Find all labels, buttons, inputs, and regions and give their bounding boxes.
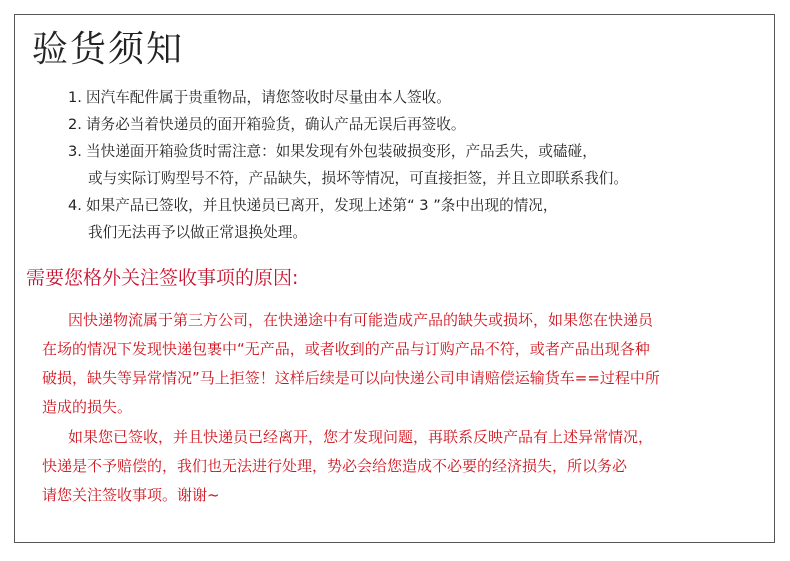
page-title: 验货须知 — [32, 29, 185, 70]
rule-item-3 — [68, 138, 628, 192]
paragraph-line: 请您关注签收事项。谢谢~ — [42, 486, 220, 504]
rule-text: 因汽车配件属于贵重物品，请您签收时尽量由本人签收。 — [86, 89, 451, 106]
rule-number: 4. — [68, 197, 82, 214]
reason-paragraph-2 — [42, 423, 653, 510]
rule-text-continued: 我们无法再予以做正常退换处理。 — [88, 224, 307, 241]
paragraph-line: 快递是不予赔偿的，我们也无法进行处理，势必会给您造成不必要的经济损失，所以务必 — [42, 457, 628, 475]
paragraph-line: 如果您已签收，并且快递员已经离开，您才发现问题，再联系反映产品有上述异常情况， — [68, 428, 654, 446]
rule-number: 1. — [68, 89, 82, 106]
rule-item-2 — [68, 111, 628, 138]
reason-paragraph-1 — [42, 306, 660, 422]
paragraph-line: 在场的情况下发现快递包裹中“无产品，或者收到的产品与订购产品不符，或者产品出现各种 — [42, 340, 650, 358]
rule-text: 当快递面开箱验货时需注意：如果发现有外包装破损变形，产品丢失，或磕碰， — [86, 143, 597, 160]
paragraph-line: 造成的损失。 — [42, 398, 133, 416]
rule-item-4 — [68, 192, 628, 246]
paragraph-line: 因快递物流属于第三方公司，在快递途中有可能造成产品的缺失或损坏，如果您在快递员 — [68, 311, 654, 329]
rule-number: 3. — [68, 143, 82, 160]
reasons-heading: 需要您格外关注签收事项的原因: — [26, 267, 299, 289]
rule-text-continued: 或与实际订购型号不符，产品缺失，损坏等情况，可直接拒签，并且立即联系我们。 — [88, 170, 628, 187]
rule-item-1 — [68, 84, 628, 111]
rule-number: 2. — [68, 116, 82, 133]
rule-text: 请务必当着快递员的面开箱验货，确认产品无误后再签收。 — [86, 116, 466, 133]
paragraph-line: 破损，缺失等异常情况”马上拒签！这样后续是可以向快递公司申请赔偿运输货车==过程中所 — [42, 369, 660, 387]
inspection-rules-list — [68, 84, 628, 246]
rule-text: 如果产品已签收，并且快递员已离开，发现上述第“ 3 ”条中出现的情况， — [86, 197, 558, 214]
